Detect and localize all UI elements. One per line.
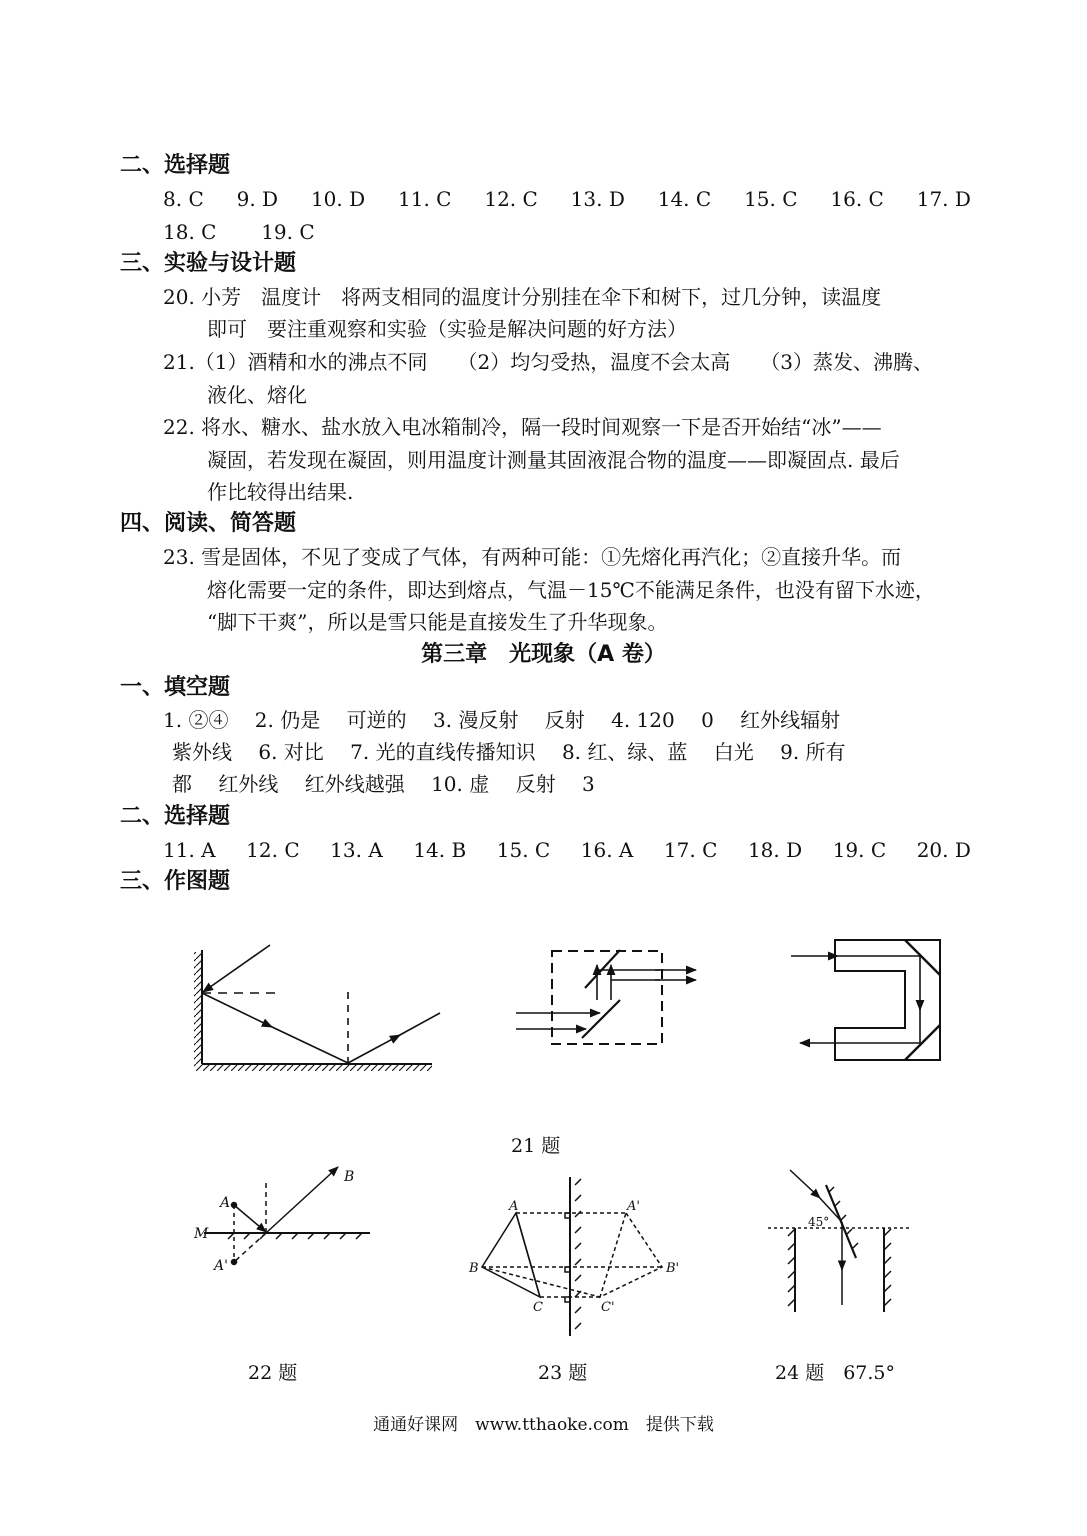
page-footer: 通通好课网 www.tthaoke.com 提供下载 [373,1415,714,1435]
answer-text: 22. 将水、糖水、盐水放入电冰箱制冷，隔一段时间观察一下是否开始结“冰”—— [163,415,882,439]
section-heading-reading: 四、阅读、简答题 [120,511,297,536]
figure-caption-24: 24 题 67.5° [775,1362,896,1384]
answer-text: 即可 要注重观察和实验（实验是解决问题的好方法） [207,317,687,341]
label-a: A [509,1199,519,1214]
answer-text: “脚下干爽”，所以是雪只能是直接发生了升华现象。 [207,610,668,634]
figure-caption-23: 23 题 [538,1362,588,1384]
answer-text: 作比较得出结果. [207,480,354,504]
answer-item: 14. C [657,187,712,211]
label-m: M [194,1226,209,1242]
answer-text: 23. 雪是固体，不见了变成了气体，有两种可能：①先熔化再汽化；②直接升华。而 [163,545,902,569]
answer-item: 13. D [570,187,625,211]
answer-item: 15. C [744,187,798,211]
answer-item: 19. C [832,838,887,862]
answer-item: 11. C [398,187,452,211]
answer-item: 11. A [163,838,216,862]
answer-item: 16. C [830,187,884,211]
answer-item: 17. D [916,187,971,211]
figure-caption-21: 21 题 [511,1135,561,1157]
answer-item: 19. C [261,220,315,244]
figure-22 [193,1167,370,1274]
section-heading-experiment: 三、实验与设计题 [120,251,297,276]
answer-text: 液化、熔化 [207,383,307,407]
section-heading-choice-2: 二、选择题 [120,804,231,829]
answer-item: 9. D [236,187,279,211]
answer-text: 1. ②④ 2. 仍是 可逆的 3. 漫反射 反射 4. 120 0 红外线辐射 [163,708,841,732]
label-b: B [344,1169,355,1185]
angle-label: 45° [808,1215,830,1229]
answer-item: 16. A [580,838,634,862]
answer-item: 12. C [484,187,538,211]
figure-21c [791,940,940,1060]
label-a-prime: A' [214,1258,228,1274]
answer-item: 10. D [310,187,366,211]
answer-item: 15. C [496,838,551,862]
label-a-prime: A' [627,1199,640,1214]
label-b-prime: B' [666,1261,680,1276]
figure-caption-22: 22 题 [248,1362,298,1384]
section-heading-drawing: 三、作图题 [120,869,231,894]
answer-item: 17. C [663,838,718,862]
answer-text: 紫外线 6. 对比 7. 光的直线传播知识 8. 红、绿、蓝 白光 9. 所有 [172,740,846,764]
answer-item: 20. D [916,838,971,862]
answer-text: 熔化需要一定的条件，即达到熔点，气温－15℃不能满足条件，也没有留下水迹， [207,578,935,602]
section-heading-choice-1: 二、选择题 [120,153,231,178]
label-c-prime: C' [601,1300,615,1315]
chapter-title: 第三章 光现象（A 卷） [421,642,666,667]
figure-24 [768,1170,912,1312]
answer-item: 14. B [413,838,467,862]
figure-21b [516,950,696,1044]
answer-item: 13. A [330,838,383,862]
answer-item: 12. C [246,838,300,862]
label-b: B [469,1261,479,1276]
section-heading-fill: 一、填空题 [120,675,231,700]
answer-item: 18. D [747,838,803,862]
answer-item: 8. C [163,187,204,211]
answer-text: 都 红外线 红外线越强 10. 虚 反射 3 [172,772,595,796]
figure-23 [468,1177,679,1336]
answer-text: 20. 小芳 温度计 将两支相同的温度计分别挂在伞下和树下，过几分钟，读温度 [163,285,882,309]
label-a: A [220,1195,231,1211]
answer-text: 凝固，若发现在凝固，则用温度计测量其固液混合物的温度——即凝固点. 最后 [207,448,900,472]
figure-21a [194,945,440,1071]
answer-text: 21.（1）酒精和水的沸点不同 （2）均匀受热，温度不会太高 （3）蒸发、沸腾、 [163,350,933,374]
answer-item: 18. C [163,220,217,244]
label-c: C [533,1300,543,1315]
